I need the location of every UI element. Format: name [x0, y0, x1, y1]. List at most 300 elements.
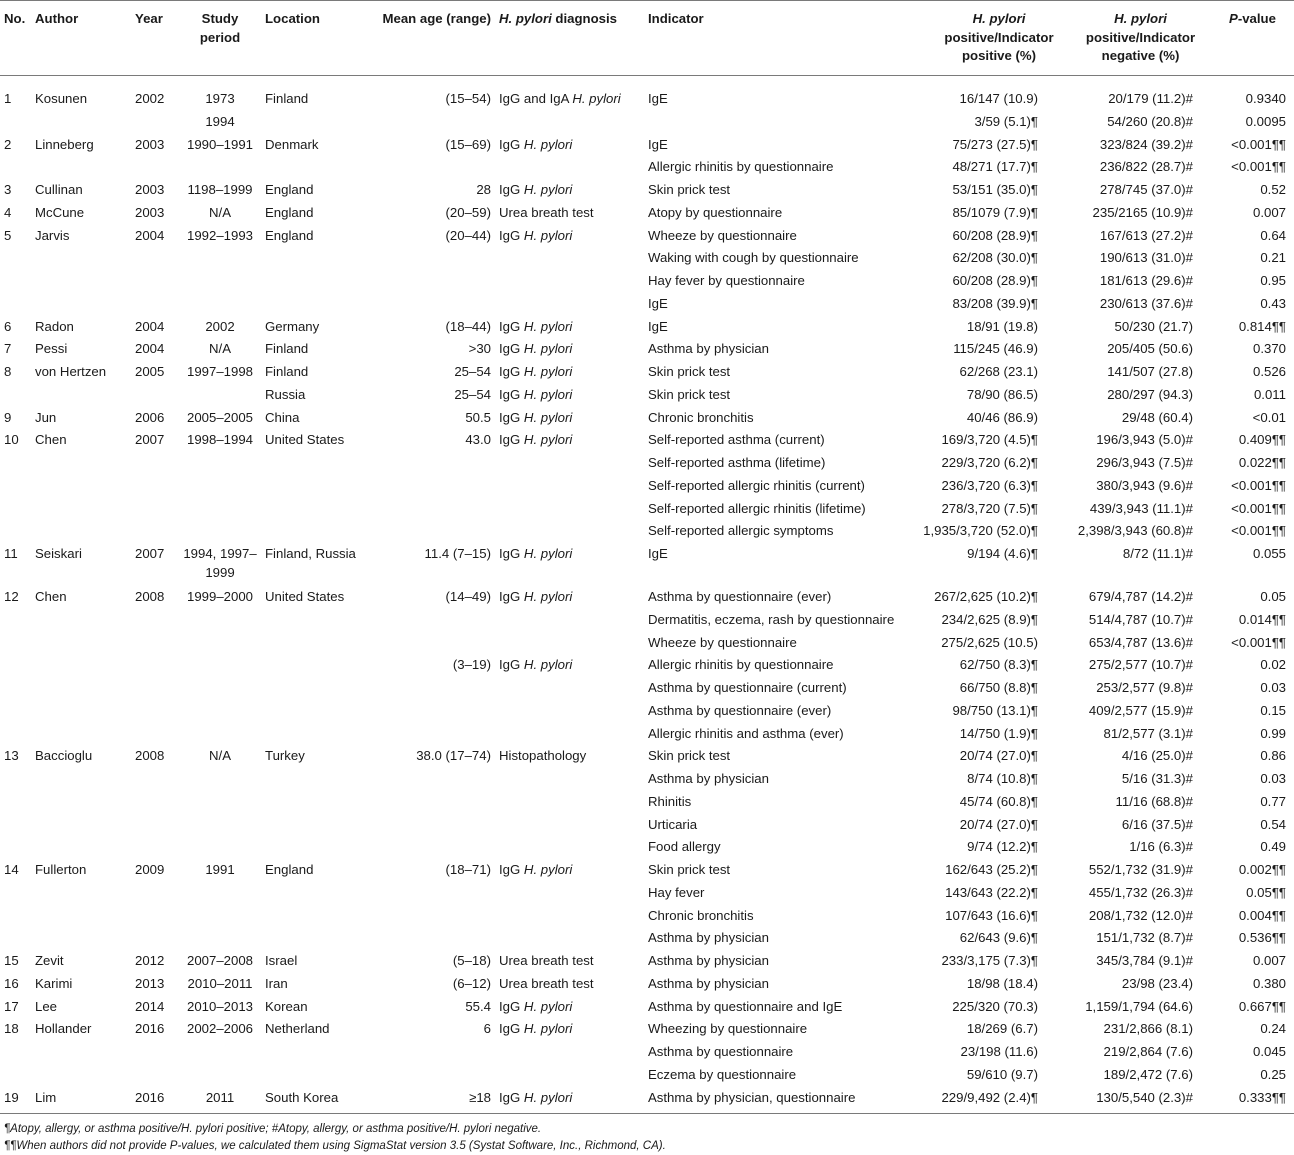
- cell-period: [179, 836, 261, 859]
- cell-pos: 62/268 (23.1): [959, 364, 1038, 379]
- cell-age: [363, 791, 495, 814]
- table-row: [0, 927, 1294, 950]
- cell-diag: Urea breath test: [499, 953, 594, 968]
- cell-location: Denmark: [265, 136, 319, 152]
- cell-diag: [495, 452, 644, 475]
- cell-ind: Eczema by questionnaire: [648, 1066, 797, 1082]
- cell-neg: 6/16 (37.5)#: [1121, 816, 1193, 832]
- cell-author: [31, 927, 131, 950]
- cell-location: South Korea: [261, 1087, 363, 1114]
- cell-age: 55.4: [465, 998, 491, 1014]
- cell-no: 2: [4, 136, 12, 152]
- cell-pos: 236/3,720 (6.3)¶: [941, 477, 1038, 493]
- cell-author: [31, 498, 131, 521]
- cell-location: Turkey: [265, 748, 305, 764]
- cell-age: (18–44): [445, 318, 491, 334]
- table-row: [0, 76, 1294, 111]
- cell-period: 1973: [205, 91, 235, 106]
- cell-location: United States: [265, 432, 345, 448]
- cell-location: [261, 654, 363, 677]
- cell-ind: IgE: [648, 546, 668, 561]
- cell-ind: Skin prick test: [648, 862, 731, 877]
- cell-p: 0.409¶¶: [1238, 432, 1286, 448]
- cell-diag: [495, 247, 644, 270]
- cell-pos: 8/74 (10.8)¶: [967, 771, 1038, 786]
- cell-neg: 54/260 (20.8)#: [1107, 113, 1193, 129]
- cell-period: 2007–2008: [186, 953, 253, 968]
- cell-neg: 231/2,866 (8.1): [1103, 1021, 1193, 1037]
- cell-p: 0.99: [1260, 725, 1286, 741]
- cell-author: [31, 836, 131, 859]
- cell-location: China: [265, 409, 300, 425]
- header-study-period: Study period: [179, 1, 261, 76]
- cell-diag: [495, 814, 644, 837]
- cell-p: <0.001¶¶: [1231, 159, 1286, 175]
- cell-year: [131, 927, 179, 950]
- cell-p: <0.001¶¶: [1231, 500, 1286, 516]
- table-row: [0, 723, 1294, 746]
- cell-neg: 189/2,472 (7.6): [1103, 1066, 1193, 1082]
- cell-neg: 235/2165 (10.9)#: [1092, 204, 1193, 220]
- cell-diag: IgG H. pylori: [499, 227, 573, 243]
- cell-location: [261, 723, 363, 746]
- cell-ind: IgE: [648, 91, 668, 106]
- cell-location: [261, 768, 363, 791]
- cell-p: 0.21: [1260, 250, 1286, 266]
- cell-p: 0.370: [1252, 341, 1286, 357]
- cell-year: [131, 520, 179, 543]
- cell-age: (6–12): [452, 975, 491, 991]
- cell-diag: [495, 768, 644, 791]
- cell-year: [131, 1041, 179, 1064]
- cell-year: 2013: [135, 975, 165, 991]
- cell-neg: 679/4,787 (14.2)#: [1088, 589, 1193, 604]
- cell-period: 1992–1993: [186, 227, 253, 243]
- cell-no: [0, 882, 31, 905]
- cell-p: 0.022¶¶: [1238, 455, 1286, 470]
- cell-pos: 75/273 (27.5)¶: [952, 136, 1038, 152]
- cell-neg: 205/405 (50.6): [1107, 341, 1193, 357]
- cell-diag: IgG H. pylori: [499, 386, 573, 402]
- cell-p: 0.9340: [1245, 91, 1286, 106]
- cell-age: (15–69): [445, 136, 491, 152]
- cell-author: Linneberg: [35, 136, 94, 152]
- cell-diag: IgG H. pylori: [499, 998, 573, 1014]
- table-row: [0, 814, 1294, 837]
- table-row: [0, 225, 1294, 248]
- cell-year: 2014: [135, 998, 165, 1014]
- cell-year: 2006: [135, 409, 165, 425]
- cell-year: [131, 654, 179, 677]
- cell-diag: [495, 270, 644, 293]
- cell-location: [261, 498, 363, 521]
- table-row: [0, 407, 1294, 430]
- cell-period: [179, 723, 261, 746]
- cell-ind: Self-reported asthma (current): [648, 432, 825, 448]
- cell-period: [179, 814, 261, 837]
- cell-location: Finland: [265, 91, 309, 106]
- cell-author: [31, 475, 131, 498]
- cell-neg: 514/4,787 (10.7)#: [1088, 611, 1193, 627]
- cell-pos: 18/269 (6.7): [966, 1021, 1038, 1037]
- table-row: [0, 700, 1294, 723]
- cell-author: [31, 905, 131, 928]
- cell-pos: 60/208 (28.9)¶: [952, 273, 1038, 288]
- cell-pos: 107/643 (16.6)¶: [945, 907, 1038, 923]
- cell-no: [0, 791, 31, 814]
- cell-ind: Wheeze by questionnaire: [648, 227, 797, 243]
- cell-pos: 62/643 (9.6)¶: [959, 930, 1038, 946]
- cell-age: [363, 156, 495, 179]
- cell-pos: 16/147 (10.9): [959, 91, 1038, 106]
- table-row: [0, 1018, 1294, 1041]
- cell-p: 0.014¶¶: [1238, 611, 1286, 627]
- cell-no: 18: [4, 1021, 19, 1037]
- cell-year: [131, 247, 179, 270]
- cell-p: <0.001¶¶: [1231, 523, 1286, 539]
- cell-no: [0, 677, 31, 700]
- cell-age: [363, 814, 495, 837]
- cell-year: [131, 111, 179, 134]
- cell-author: Karimi: [35, 975, 73, 991]
- cell-p: 0.007: [1252, 953, 1286, 968]
- cell-pos: 62/208 (30.0)¶: [952, 250, 1038, 266]
- cell-year: [131, 723, 179, 746]
- cell-pos: 14/750 (1.9)¶: [959, 725, 1038, 741]
- cell-year: [131, 270, 179, 293]
- cell-no: [0, 270, 31, 293]
- cell-year: 2003: [135, 204, 165, 220]
- cell-period: 1999–2000: [186, 589, 253, 604]
- cell-year: [131, 609, 179, 632]
- cell-location: Finland, Russia: [265, 546, 356, 561]
- cell-age: [363, 632, 495, 655]
- cell-p: 0.43: [1260, 295, 1286, 311]
- cell-year: 2003: [135, 182, 165, 197]
- cell-neg: 278/745 (37.0)#: [1099, 182, 1193, 197]
- cell-period: [179, 791, 261, 814]
- table-row: [0, 609, 1294, 632]
- cell-neg: 5/16 (31.3)#: [1121, 771, 1193, 786]
- cell-author: [31, 156, 131, 179]
- cell-neg: 230/613 (37.6)#: [1099, 295, 1193, 311]
- cell-year: 2004: [135, 227, 165, 243]
- cell-no: [0, 700, 31, 723]
- cell-neg: 1/16 (6.3)#: [1129, 839, 1193, 855]
- cell-year: [131, 700, 179, 723]
- cell-diag: [495, 677, 644, 700]
- cell-ind: Asthma by questionnaire (ever): [648, 589, 832, 604]
- cell-p: <0.001¶¶: [1231, 634, 1286, 650]
- cell-pos: 45/74 (60.8)¶: [959, 793, 1038, 809]
- cell-no: [0, 1041, 31, 1064]
- cell-no: 14: [4, 862, 19, 877]
- cell-ind: Hay fever by questionnaire: [648, 273, 805, 288]
- cell-age: 50.5: [465, 409, 491, 425]
- cell-ind: Waking with cough by questionnaire: [648, 250, 859, 266]
- cell-p: <0.001¶¶: [1231, 136, 1286, 152]
- cell-location: Iran: [265, 975, 288, 991]
- cell-author: [31, 609, 131, 632]
- cell-author: Cullinan: [35, 182, 83, 197]
- table-row: [0, 520, 1294, 543]
- cell-period: 1998–1994: [186, 432, 253, 448]
- cell-ind: IgE: [648, 295, 668, 311]
- cell-location: [261, 1041, 363, 1064]
- cell-no: 7: [4, 341, 12, 357]
- cell-no: 5: [4, 227, 12, 243]
- cell-age: (20–44): [445, 227, 491, 243]
- cell-ind: Skin prick test: [648, 748, 731, 764]
- cell-author: [31, 1041, 131, 1064]
- table-row: [0, 179, 1294, 202]
- cell-diag: Urea breath test: [499, 204, 594, 220]
- cell-author: [31, 111, 131, 134]
- cell-year: 2003: [135, 136, 165, 152]
- cell-year: [131, 905, 179, 928]
- cell-age: 25–54: [454, 386, 491, 402]
- cell-neg: 4/16 (25.0)#: [1121, 748, 1193, 764]
- cell-p: 0.49: [1260, 839, 1286, 855]
- cell-year: 2008: [135, 748, 165, 764]
- cell-age: ≥18: [363, 1087, 495, 1114]
- cell-age: [363, 836, 495, 859]
- cell-diag: Histopathology: [499, 748, 587, 764]
- cell-pos: 115/245 (46.9): [953, 341, 1038, 357]
- cell-diag: [495, 498, 644, 521]
- cell-age: [363, 270, 495, 293]
- cell-year: [131, 836, 179, 859]
- cell-p: 0.007: [1252, 204, 1286, 220]
- cell-ind: Asthma by physician, questionnaire: [644, 1087, 914, 1114]
- cell-no: [0, 927, 31, 950]
- cell-neg: 1,159/1,794 (64.6): [1085, 998, 1193, 1014]
- header-mean-age: Mean age (range): [363, 1, 495, 76]
- cell-author: Lee: [35, 998, 58, 1014]
- cell-neg: 11/16 (68.8)#: [1115, 793, 1193, 809]
- cell-p: 0.333¶¶: [1211, 1087, 1294, 1114]
- cell-location: Finland: [265, 364, 309, 379]
- cell-author: Radon: [35, 318, 74, 334]
- cell-pos: 229/3,720 (6.2)¶: [941, 455, 1038, 470]
- cell-neg: 196/3,943 (5.0)#: [1096, 432, 1193, 448]
- cell-period: N/A: [209, 204, 231, 220]
- cell-pos: 233/3,175 (7.3)¶: [941, 953, 1038, 968]
- cell-age: [363, 1064, 495, 1087]
- cell-no: [0, 768, 31, 791]
- header-author: Author: [31, 1, 131, 76]
- cell-age: 38.0 (17–74): [416, 748, 491, 764]
- cell-age: [363, 452, 495, 475]
- cell-age: [363, 927, 495, 950]
- cell-neg: 296/3,943 (7.5)#: [1096, 455, 1193, 470]
- cell-ind: Skin prick test: [648, 386, 731, 402]
- cell-no: 8: [4, 364, 12, 379]
- cell-ind: Self-reported asthma (lifetime): [648, 455, 826, 470]
- cell-ind: Food allergy: [648, 839, 721, 855]
- cell-pos: 48/271 (17.7)¶: [952, 159, 1038, 175]
- header-location: Location: [261, 1, 363, 76]
- cell-neg: 653/4,787 (13.6)#: [1088, 634, 1193, 650]
- cell-author: Baccioglu: [35, 748, 93, 764]
- cell-age: [363, 1041, 495, 1064]
- cell-age: 11.4 (7–15): [424, 546, 491, 561]
- cell-year: [131, 882, 179, 905]
- cell-age: [363, 247, 495, 270]
- cell-p: 0.86: [1260, 748, 1286, 764]
- cell-diag: [495, 791, 644, 814]
- cell-period: [179, 700, 261, 723]
- cell-location: [261, 609, 363, 632]
- cell-period: [179, 882, 261, 905]
- table-row: [0, 543, 1294, 586]
- cell-ind: Chronic bronchitis: [648, 409, 754, 425]
- cell-year: 2007: [135, 546, 165, 561]
- cell-year: [131, 475, 179, 498]
- cell-period: 1990–1991: [186, 136, 253, 152]
- cell-diag: [495, 520, 644, 543]
- table-row: [0, 156, 1294, 179]
- cell-location: [261, 520, 363, 543]
- cell-pos: 162/643 (25.2)¶: [945, 862, 1038, 877]
- cell-pos: 18/91 (19.8): [966, 318, 1038, 334]
- cell-pos: 225/320 (70.3): [952, 998, 1038, 1014]
- cell-period: [179, 475, 261, 498]
- cell-neg: 141/507 (27.8): [1107, 364, 1193, 379]
- cell-author: Fullerton: [35, 862, 87, 877]
- cell-location: [261, 247, 363, 270]
- cell-p: 0.54: [1260, 816, 1286, 832]
- header-row: [0, 1, 1294, 76]
- cell-age: [363, 677, 495, 700]
- cell-period: [179, 156, 261, 179]
- cell-p: 0.667¶¶: [1238, 998, 1286, 1014]
- cell-location: [261, 700, 363, 723]
- cell-no: 13: [4, 748, 19, 764]
- cell-diag: IgG H. pylori: [499, 341, 573, 357]
- cell-author: [31, 270, 131, 293]
- table-row: [0, 134, 1294, 157]
- cell-ind: Asthma by physician: [648, 341, 769, 357]
- cell-year: 2016: [131, 1087, 179, 1114]
- cell-pos: 18/98 (18.4): [966, 975, 1038, 991]
- cell-pos: 267/2,625 (10.2)¶: [934, 589, 1038, 604]
- cell-no: [0, 498, 31, 521]
- cell-no: [0, 836, 31, 859]
- cell-author: Hollander: [35, 1021, 92, 1037]
- cell-ind: Wheeze by questionnaire: [648, 634, 797, 650]
- cell-location: [261, 111, 363, 134]
- cell-p: 0.002¶¶: [1238, 862, 1286, 877]
- table-row: [0, 270, 1294, 293]
- cell-ind: Self-reported allergic rhinitis (lifetime): [648, 500, 866, 516]
- table-row: [0, 859, 1294, 882]
- cell-ind: Self-reported allergic rhinitis (current): [648, 477, 865, 493]
- cell-age: [363, 700, 495, 723]
- cell-ind: IgE: [648, 136, 668, 152]
- cell-year: 2012: [135, 953, 165, 968]
- cell-location: Finland: [265, 341, 309, 357]
- cell-ind: Wheezing by questionnaire: [648, 1021, 808, 1037]
- cell-no: [0, 293, 31, 316]
- cell-diag: IgG H. pylori: [499, 1021, 573, 1037]
- cell-location: Israel: [265, 953, 298, 968]
- cell-p: 0.004¶¶: [1238, 907, 1286, 923]
- cell-location: [261, 632, 363, 655]
- cell-ind: Allergic rhinitis and asthma (ever): [648, 725, 844, 741]
- cell-p: 0.15: [1260, 702, 1286, 718]
- cell-period: [179, 520, 261, 543]
- cell-neg: 50/230 (21.7): [1114, 318, 1193, 334]
- cell-no: 4: [4, 204, 12, 220]
- cell-pos: 229/9,492 (2.4)¶: [914, 1087, 1066, 1114]
- cell-author: [31, 520, 131, 543]
- cell-period: 2010–2011: [187, 975, 253, 991]
- cell-period: [179, 293, 261, 316]
- cell-diag: [495, 1064, 644, 1087]
- cell-ind: Skin prick test: [648, 364, 731, 379]
- cell-ind: Atopy by questionnaire: [648, 204, 783, 220]
- cell-diag: IgG H. pylori: [499, 589, 573, 604]
- cell-period: [179, 632, 261, 655]
- cell-no: 6: [4, 318, 12, 334]
- cell-location: Netherland: [265, 1021, 330, 1037]
- cell-author: [31, 384, 131, 407]
- cell-neg: 552/1,732 (31.9)#: [1088, 862, 1193, 877]
- cell-neg: 253/2,577 (9.8)#: [1096, 680, 1193, 695]
- cell-location: England: [265, 182, 314, 197]
- cell-ind: [644, 111, 914, 134]
- cell-age: (20–59): [445, 204, 491, 220]
- cell-p: <0.001¶¶: [1231, 477, 1286, 493]
- cell-author: Pessi: [35, 341, 68, 357]
- cell-author: [31, 247, 131, 270]
- cell-location: England: [265, 227, 314, 243]
- header-diagnosis: H. pylori diagnosis: [495, 1, 644, 76]
- cell-age: [363, 768, 495, 791]
- cell-age: [363, 723, 495, 746]
- cell-period: [179, 270, 261, 293]
- cell-neg: 190/613 (31.0)#: [1099, 250, 1193, 266]
- cell-neg: 439/3,943 (11.1)#: [1089, 500, 1193, 516]
- table-row: [0, 586, 1294, 609]
- cell-p: 0.64: [1260, 227, 1286, 243]
- cell-location: [261, 270, 363, 293]
- cell-location: [261, 475, 363, 498]
- cell-diag: IgG H. pylori: [499, 546, 573, 561]
- table-row: [0, 475, 1294, 498]
- table-row: [0, 677, 1294, 700]
- cell-diag: IgG H. pylori: [499, 318, 573, 334]
- cell-neg: 275/2,577 (10.7)#: [1088, 657, 1193, 673]
- cell-neg: 167/613 (27.2)#: [1099, 227, 1193, 243]
- cell-no: [0, 384, 31, 407]
- cell-year: 2002: [135, 91, 165, 106]
- cell-year: [131, 452, 179, 475]
- cell-p: 0.055: [1252, 546, 1286, 561]
- cell-age: [363, 609, 495, 632]
- cell-neg: 23/98 (23.4): [1121, 975, 1193, 991]
- cell-no: [0, 247, 31, 270]
- cell-age: (3–19): [452, 657, 491, 673]
- cell-pos: 62/750 (8.3)¶: [959, 657, 1038, 673]
- cell-age: [363, 498, 495, 521]
- cell-diag: [495, 293, 644, 316]
- cell-location: England: [265, 862, 314, 877]
- footnote-2: ¶¶When authors did not provide P-values, we calculated them using SigmaStat version 3.5 (Systat Software, Inc., Richmond, CA).: [4, 1140, 666, 1152]
- cell-no: 17: [4, 998, 19, 1014]
- cell-ind: Asthma by physician: [648, 953, 769, 968]
